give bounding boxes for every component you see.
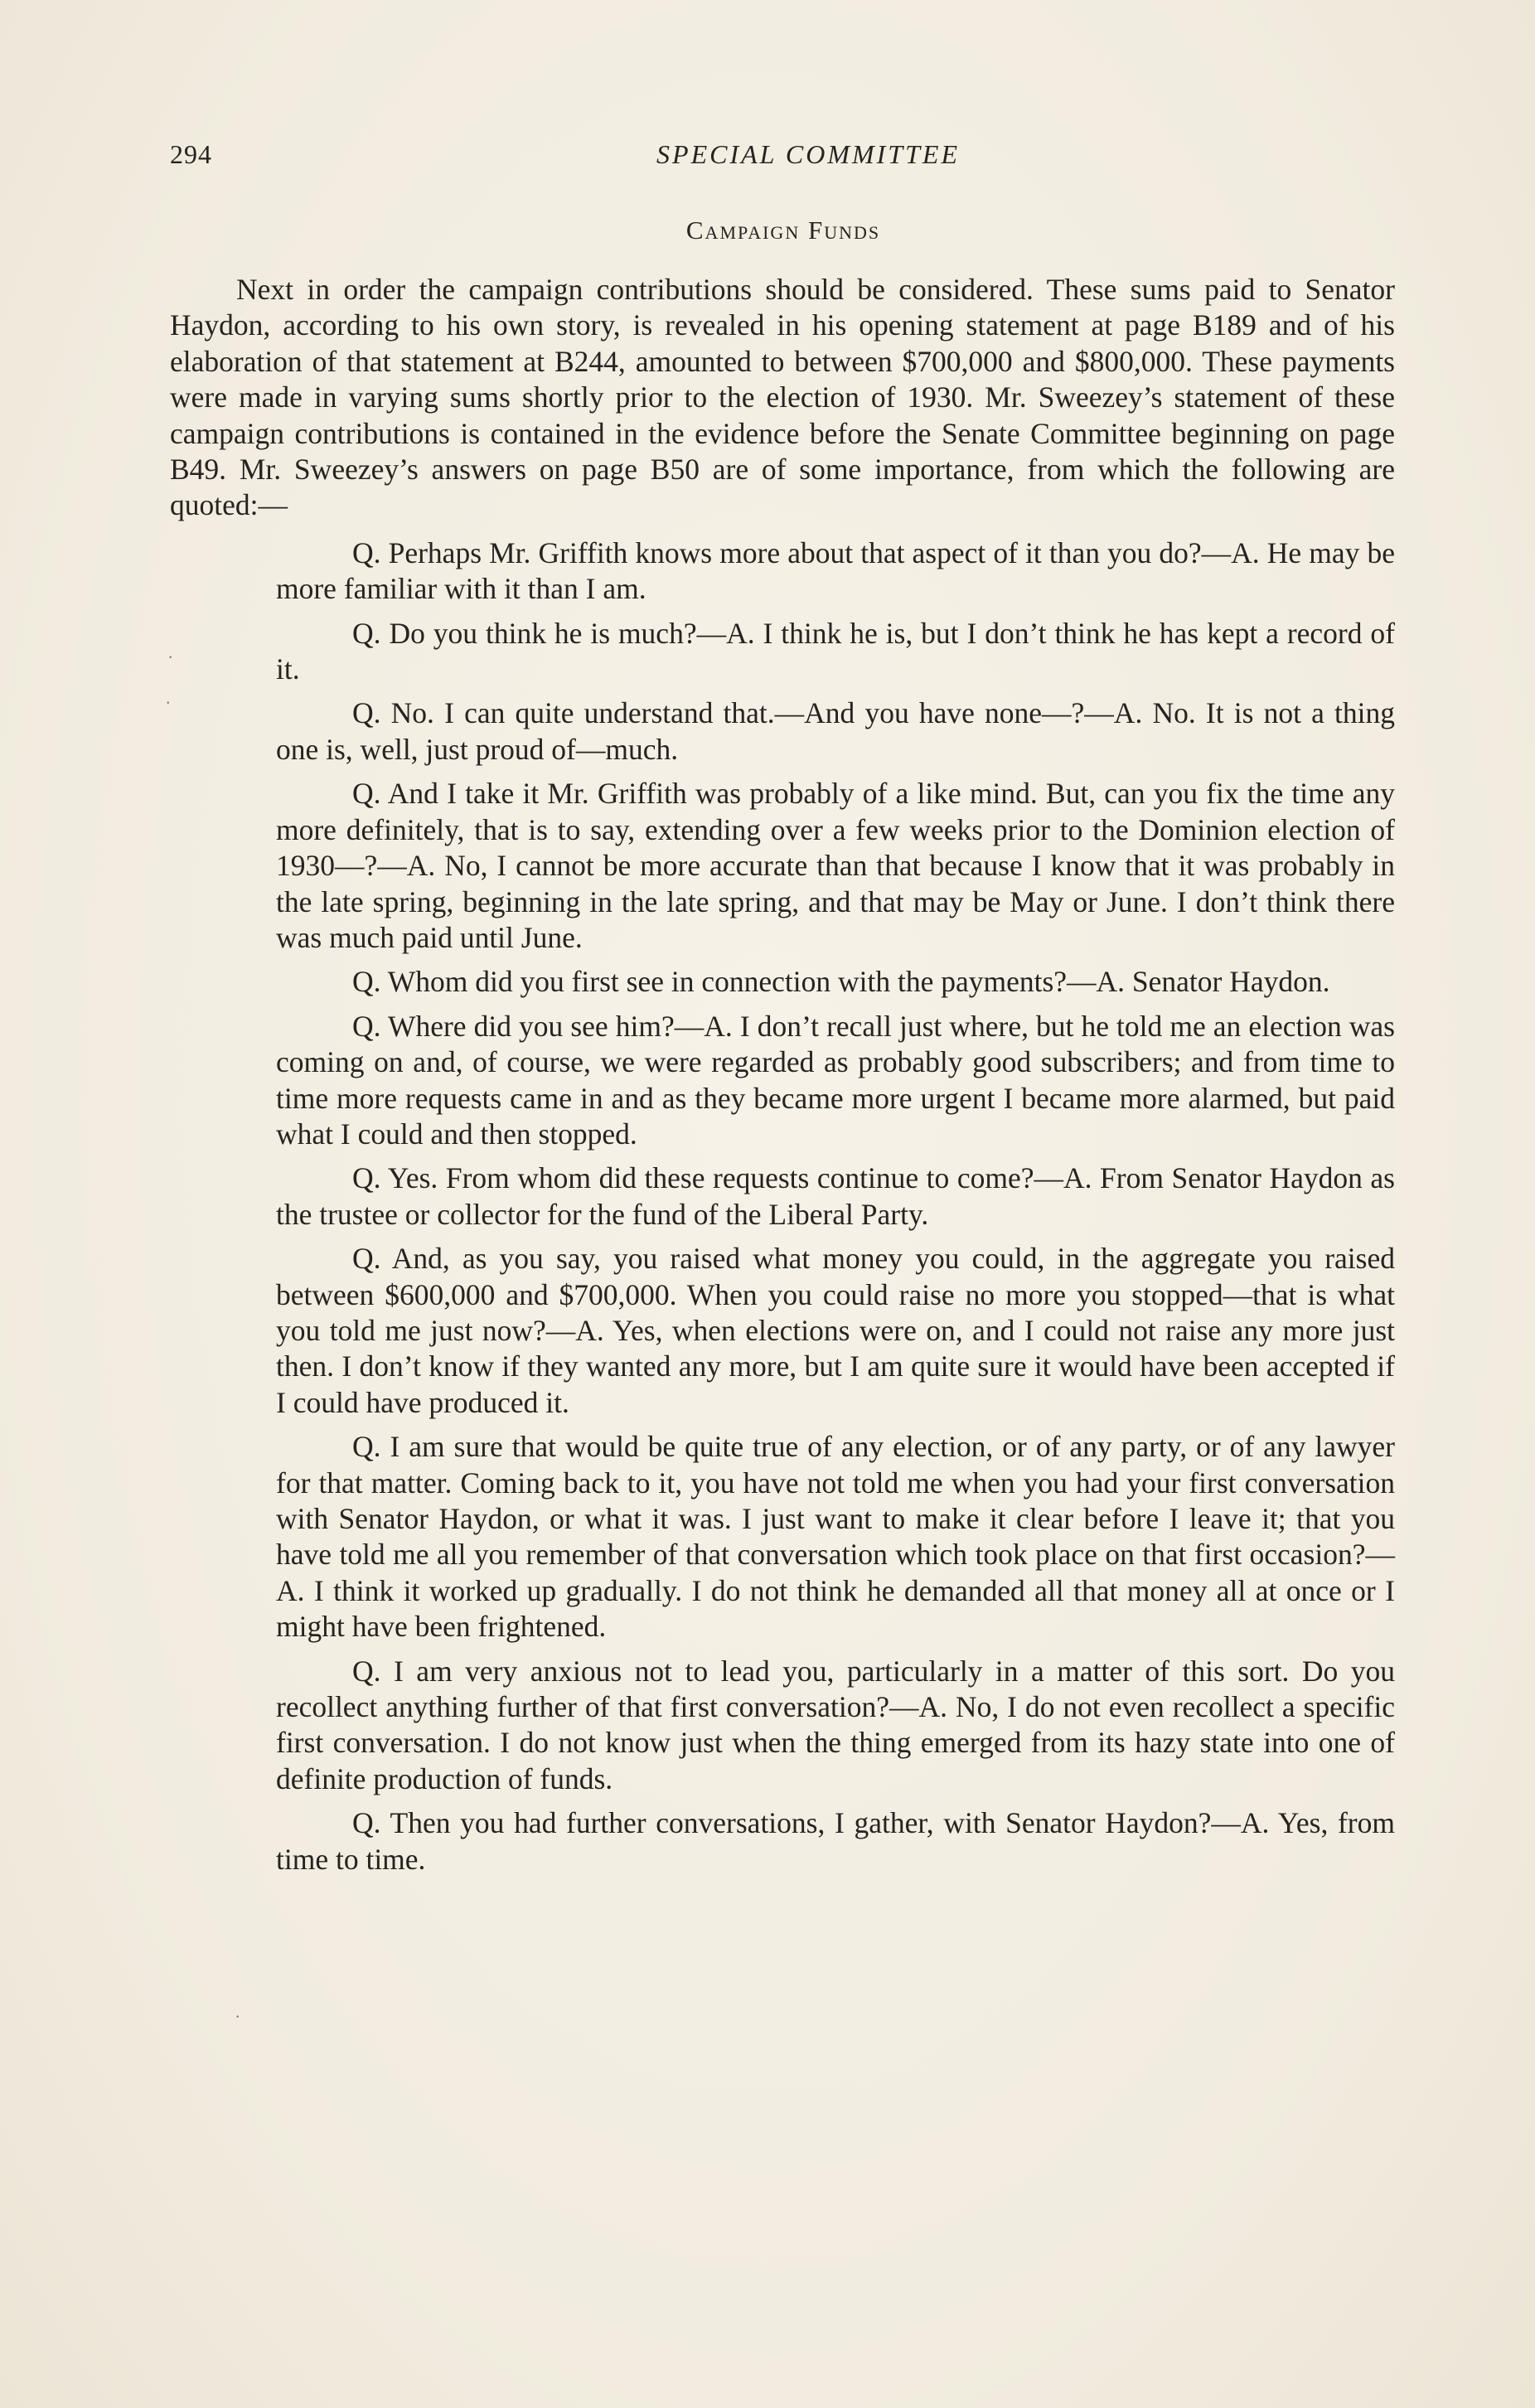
- page-header: [170, 139, 1397, 181]
- testimony-paragraph: Q. I am very anxious not to lead you, particularly in a matter of this sort. Do you recollect anything further of that first conversation?—A. No, I do not even recollect a specific first conversation. I do not know just when the thing emerged from its hazy state into one of definite production of funds.: [276, 1654, 1395, 1795]
- testimony-paragraph: Q. And I take it Mr. Griffith was probably of a like mind. But, can you fix the time any more definitely, that is to say, extending over a few weeks prior to the Dominion election of 1930—?—A. No, I cannot be more accurate than that because I know that it was probably in the late spring, beginning in the late spring, and that may be May or June. I don’t think there was much paid until June.: [276, 777, 1395, 954]
- page-number: 294: [170, 139, 212, 169]
- running-head: SPECIAL COMMITTEE: [656, 139, 960, 169]
- body-text: [170, 272, 1395, 1877]
- margin-speck: ·: [166, 692, 172, 713]
- testimony-paragraph: Q. Do you think he is much?—A. I think he is, but I don’t think he has kept a record of it.: [276, 616, 1395, 686]
- section-title: Campaign Funds: [685, 216, 881, 245]
- testimony-paragraph: Q. Perhaps Mr. Griffith knows more about that aspect of it than you do?—A. He may be more familiar with it than I am.: [276, 535, 1395, 606]
- intro-paragraph: Next in order the campaign contributions should be considered. These sums paid to Senator Haydon, according to his own story, is revealed in his opening statement at page B189 and of his elaboration of that statement at B244, amounted to between $700,000 and $800,000. These payments were made in varying sums shortly prior to the election of 1930. Mr. Sweezey’s statement of these campaign contributions is contained in the evidence before the Senate Committee beginning on page B49. Mr. Sweezey’s answers on page B50 are of some importance, from which the following are quoted:—: [170, 273, 1395, 522]
- testimony-paragraph: Q. Then you had further conversations, I gather, with Senator Haydon?—A. Yes, from time to time.: [276, 1806, 1395, 1876]
- testimony-paragraph: Q. No. I can quite understand that.—And you have none—?—A. No. It is not a thing one is, well, just proud of—much.: [276, 696, 1395, 766]
- testimony-paragraph: Q. And, as you say, you raised what money you could, in the aggregate you raised between $600,000 and $700,000. When you could raise no more you stopped—that is what you told me just now?—A. Yes, when elections were on, and I could not raise any more just then. I don’t know if they wanted any more, but I am quite sure it would have been accepted if I could have produced it.: [276, 1242, 1395, 1419]
- testimony-paragraph: Q. Whom did you first see in connection with the payments?—A. Senator Haydon.: [352, 965, 1330, 999]
- testimony-paragraph: Q. Where did you see him?—A. I don’t recall just where, but he told me an election was coming on and, of course, we were regarded as probably good subscribers; and from time to time more requests came in and as they became more urgent I became more alarmed, but paid what I could and then stopped.: [276, 1009, 1395, 1151]
- testimony-paragraph: Q. Yes. From whom did these requests continue to come?—A. From Senator Haydon as the trustee or collector for the fund of the Liberal Party.: [276, 1161, 1395, 1231]
- testimony-paragraph: Q. I am sure that would be quite true of any election, or of any party, or of any lawyer for that matter. Coming back to it, you have not told me when you had your first conversation with Senator Haydon, or what it was. I just want to make it clear before I leave it; that you have told me all you remember of that conversation which took place on that first occasion?—A. I think it worked up gradually. I do not think he demanded all that money all at once or I might have been frightened.: [276, 1430, 1395, 1644]
- margin-speck: ·: [235, 2006, 241, 2027]
- margin-speck: ·: [167, 647, 174, 667]
